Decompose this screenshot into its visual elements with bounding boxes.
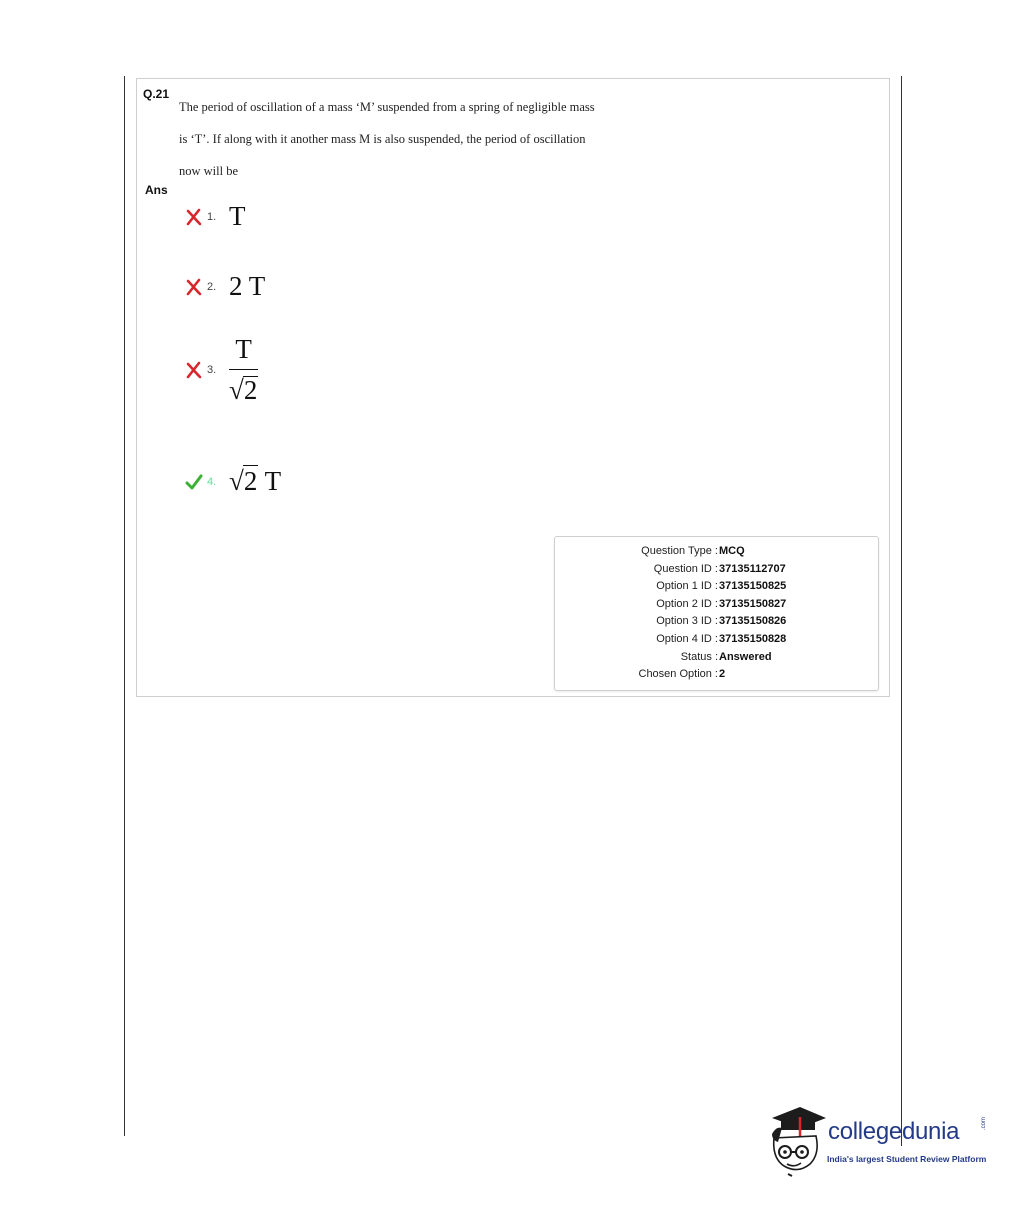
question-text-line: The period of oscillation of a mass ‘M’ suspended from a spring of negligible mass: [179, 100, 595, 114]
logo-dotcom: .com: [981, 1116, 987, 1130]
option-value: [229, 466, 281, 497]
fraction-denominator: [229, 369, 258, 404]
cross-icon: [185, 361, 203, 379]
option-suffix: T: [258, 466, 282, 496]
option-value: 2 T: [229, 271, 266, 301]
info-label: Question Type :: [641, 545, 718, 557]
info-row: [555, 580, 880, 598]
option-1: [185, 201, 246, 232]
info-label: Option 3 ID :: [656, 615, 718, 627]
sqrt-symbol: √: [229, 466, 244, 496]
question-text-line: now will be: [179, 164, 239, 178]
check-icon: [185, 473, 203, 491]
info-value: MCQ: [719, 545, 745, 557]
sqrt-symbol: √: [229, 375, 244, 405]
option-value: T: [229, 201, 246, 231]
option-4: [185, 466, 281, 497]
option-2: [185, 271, 265, 302]
info-label: Option 1 ID :: [656, 580, 718, 592]
cross-icon: [185, 208, 203, 226]
info-label: Option 2 ID :: [656, 598, 718, 610]
collegedunia-logo: [766, 1104, 996, 1180]
option-number: 3.: [207, 364, 217, 376]
option-number: 4.: [207, 475, 217, 488]
info-value: 37135150828: [719, 633, 787, 645]
info-value: 37135112707: [719, 563, 786, 575]
info-label: Option 4 ID :: [656, 633, 718, 645]
mascot-icon: [766, 1104, 828, 1180]
page-left-rule: [124, 76, 125, 1136]
question-text: [179, 91, 699, 187]
question-text-line: is ‘T’. If along with it another mass M is also suspended, the period of oscillation: [179, 132, 586, 146]
info-row: [555, 563, 880, 581]
info-row: [555, 545, 880, 563]
info-value: 37135150825: [719, 580, 787, 592]
info-row: [555, 615, 880, 633]
fraction-numerator: T: [235, 334, 252, 364]
option-number: 2.: [207, 280, 217, 293]
logo-tagline: India's largest Student Review Platform: [827, 1154, 987, 1164]
info-label: Question ID :: [653, 563, 718, 575]
info-value: 2: [719, 668, 726, 680]
question-panel: [136, 78, 890, 697]
ans-label: Ans: [145, 183, 168, 197]
info-row: [555, 633, 880, 651]
option-number: 1.: [207, 210, 217, 223]
question-info-panel: [554, 536, 879, 691]
info-value: Answered: [719, 651, 772, 663]
logo-wordmark: collegedunia: [828, 1118, 960, 1145]
info-row: [555, 668, 880, 686]
info-value: 37135150827: [719, 598, 787, 610]
cross-icon: [185, 278, 203, 296]
info-row: [555, 651, 880, 669]
option-fraction: [229, 336, 258, 404]
info-label: Chosen Option :: [638, 668, 718, 680]
info-label: Status :: [680, 651, 718, 663]
info-row: [555, 598, 880, 616]
option-3: [185, 336, 258, 404]
radicand: 2: [243, 375, 258, 405]
radicand: 2: [243, 466, 258, 496]
page-right-rule: [901, 76, 902, 1146]
info-value: 37135150826: [719, 615, 787, 627]
question-number: Q.21: [143, 87, 170, 101]
